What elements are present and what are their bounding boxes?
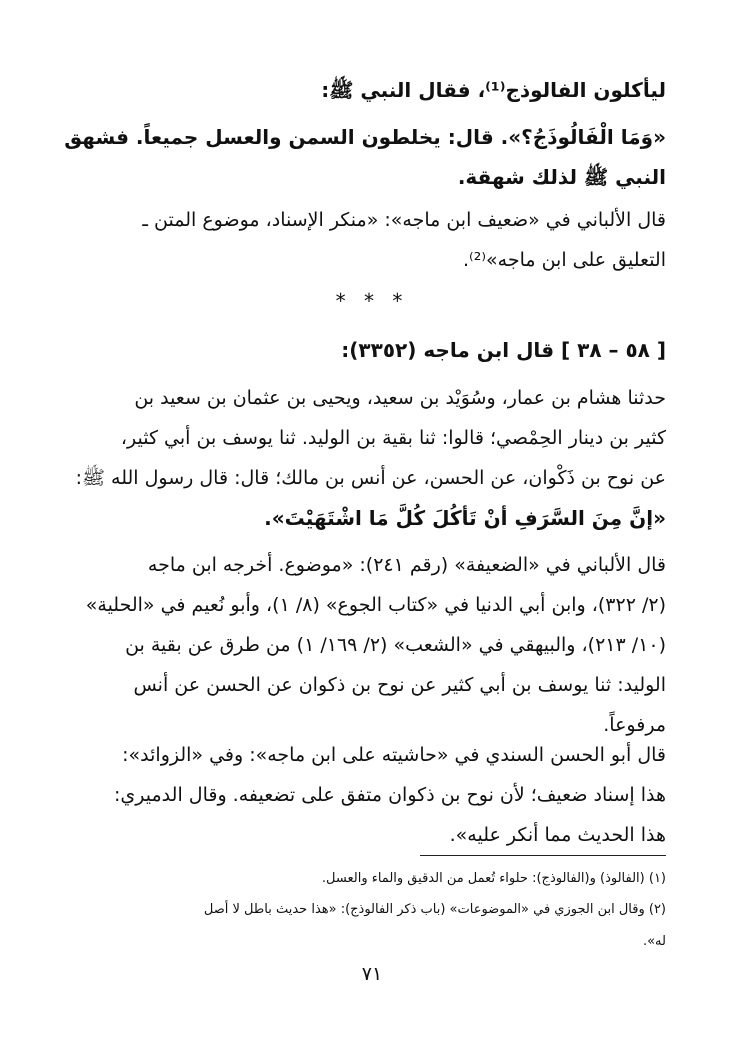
- text-line: النبي ﷺ لذلك شهقة.: [457, 165, 666, 189]
- text-line: «إنَّ مِنَ السَّرَفِ أنْ تَأكُلَ كُلَّ مَا اشْتَهَيْتَ».: [264, 506, 666, 530]
- text-line: الوليد: ثنا يوسف بن أبي كثير عن نوح بن ذكوان عن الحسن عن أنس: [133, 674, 666, 696]
- text-line: كثير بن دينار الحِمْصي؛ قالوا: ثنا بقية بن الوليد. ثنا يوسف بن أبي كثير،: [120, 427, 666, 449]
- footnote-text: له».: [642, 934, 666, 949]
- text-line: قال الألباني في «الضعيفة» (رقم ٢٤١): «موضوع. أخرجه ابن ماجه: [147, 554, 666, 576]
- text-line: «وَمَا الْفَالُوذَجُ؟». قال: يخلطون السمن والعسل جميعاً. فشهق: [64, 125, 666, 149]
- text-line: قال أبو الحسن السندي في «حاشيته على ابن ماجه»: وفي «الزوائد»:: [122, 744, 666, 766]
- paragraph-takhrij: [62, 545, 666, 745]
- paragraph-hadith-continuation: [62, 70, 666, 110]
- paragraph-albani-comment: [62, 200, 666, 280]
- paragraph-sindi-comment: [62, 735, 666, 855]
- text-line: [ ٥٨ – ٣٨ ] قال ابن ماجه (٣٣٥٢):: [341, 338, 666, 362]
- text-line: هذا إسناد ضعيف؛ لأن نوح بن ذكوان متفق على تضعيفه. وقال الدميري:: [114, 784, 666, 806]
- text-line: هذا الحديث مما أنكر عليه».: [449, 824, 666, 846]
- footnote-text: (١) (الفالوذ) و(الفالوذج): حلواء تُعمل من الدقيق والماء والعسل.: [321, 871, 666, 886]
- section-separator: * * *: [335, 289, 409, 313]
- text-line: عن نوح بن ذَكْوان، عن الحسن، عن أنس بن مالك؛ قال: قال رسول الله ﷺ:: [75, 467, 666, 489]
- text-line: التعليق على ابن ماجه»⁽²⁾.: [463, 249, 666, 271]
- footnote-1: [62, 866, 666, 892]
- footnote-text: (٢) وقال ابن الجوزي في «الموضوعات» (باب ذكر الفالوذج): «هذا حديث باطل لا أصل: [203, 902, 666, 917]
- paragraph-isnad: [62, 378, 666, 498]
- footnote-divider: [420, 855, 666, 856]
- paragraph-hadith-quote: [62, 117, 666, 197]
- paragraph-hadith-matn: [62, 498, 666, 538]
- text-line: (١٠/ ٢١٣)، والبيهقي في «الشعب» (٢/ ١٦٩/ ١) من طرق عن بقية بن: [125, 634, 666, 656]
- text-line: (٢/ ٣٢٢)، وابن أبي الدنيا في «كتاب الجوع» (٨/ ١)، وأبو نُعيم في «الحلية»: [85, 594, 666, 616]
- page-number: ٧١: [361, 963, 383, 985]
- footnote-2: [62, 897, 666, 955]
- hadith-heading: [62, 330, 666, 370]
- text-line: حدثنا هشام بن عمار، وسُوَيْد بن سعيد، ويحيى بن عثمان بن سعيد بن: [134, 387, 666, 409]
- text-line: ليأكلون الفالوذج⁽¹⁾، فقال النبي ﷺ:: [321, 78, 666, 102]
- text-line: قال الألباني في «ضعيف ابن ماجه»: «منكر الإسناد، موضوع المتن ـ: [142, 209, 666, 231]
- text-line: مرفوعاً.: [603, 714, 666, 736]
